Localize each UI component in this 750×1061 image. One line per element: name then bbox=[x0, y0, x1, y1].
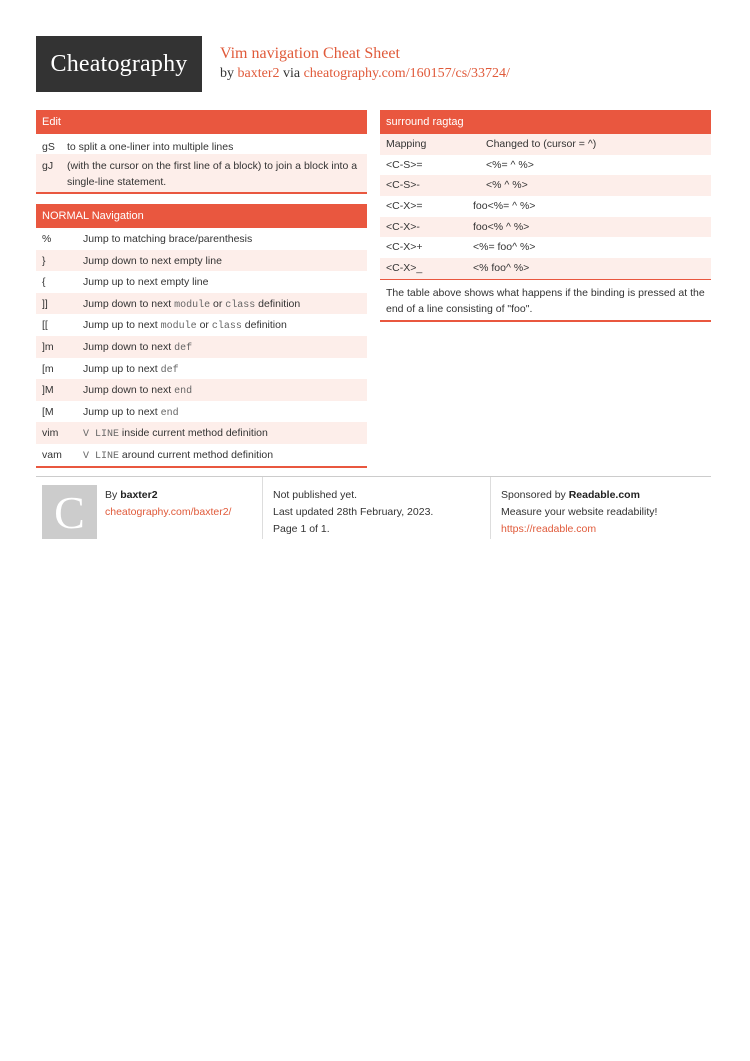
desc-cell bbox=[83, 379, 367, 401]
code-text: module bbox=[160, 321, 197, 333]
footer-divider bbox=[490, 477, 491, 539]
key-cell: [m bbox=[42, 362, 54, 375]
mapping-cell: <C-X>+ bbox=[386, 241, 423, 254]
footer-author-name: baxter2 bbox=[120, 489, 158, 501]
desc-text: around current method definition bbox=[119, 448, 274, 461]
code-text: V LINE bbox=[83, 450, 120, 462]
key-cell: } bbox=[42, 254, 46, 267]
desc-cell bbox=[83, 422, 367, 444]
sponsored-by: Sponsored by bbox=[501, 489, 566, 501]
desc-cell bbox=[83, 250, 367, 272]
key-cell: vam bbox=[42, 448, 62, 461]
desc-cell: to split a one-liner into multiple lines bbox=[67, 141, 234, 153]
surround-ragtag-section bbox=[380, 110, 711, 322]
byline bbox=[220, 66, 510, 82]
desc-text: Jump to matching brace/parenthesis bbox=[83, 233, 253, 245]
surround-note: The table above shows what happens if the binding is pressed at the end of a line consisting of "foo". bbox=[380, 279, 711, 320]
key-cell: ]M bbox=[42, 384, 54, 397]
code-text: V LINE bbox=[83, 429, 120, 441]
table-row bbox=[380, 175, 711, 196]
key-cell: { bbox=[42, 276, 46, 289]
table-row bbox=[36, 444, 367, 466]
desc-text: or bbox=[196, 319, 212, 332]
author-link[interactable]: baxter2 bbox=[237, 66, 280, 81]
key-cell: ]m bbox=[42, 340, 54, 353]
page-title: Vim navigation Cheat Sheet bbox=[220, 45, 400, 62]
last-updated: Last updated 28th February, 2023. bbox=[273, 506, 434, 518]
desc-text: Jump down to next bbox=[83, 384, 175, 397]
key-cell: [M bbox=[42, 405, 54, 418]
normal-navigation-section bbox=[36, 204, 367, 468]
desc-text: definition bbox=[255, 297, 301, 310]
table-row bbox=[380, 196, 711, 217]
code-text: end bbox=[174, 386, 193, 398]
cheatography-logo[interactable] bbox=[36, 36, 202, 92]
normal-navigation-title: NORMAL Navigation bbox=[36, 204, 367, 228]
table-header-row bbox=[380, 134, 711, 155]
footer-divider bbox=[262, 477, 263, 539]
changed-to-cell: <%= ^ %> bbox=[486, 158, 534, 171]
desc-text: Jump up to next bbox=[83, 319, 161, 332]
table-row bbox=[36, 358, 367, 380]
mapping-cell: <C-X>- bbox=[386, 220, 420, 233]
table-row bbox=[36, 134, 367, 154]
key-cell: [[ bbox=[42, 319, 48, 332]
code-text: def bbox=[174, 342, 193, 354]
key-cell: vim bbox=[42, 427, 59, 440]
desc-cell bbox=[83, 358, 367, 380]
table-row bbox=[380, 155, 711, 176]
changed-to-cell: <% foo^ %> bbox=[473, 262, 530, 275]
desc-cell bbox=[83, 401, 367, 423]
code-text: class bbox=[211, 321, 242, 333]
mapping-cell: <C-X>= bbox=[386, 200, 423, 213]
desc-text: or bbox=[210, 297, 226, 310]
table-row bbox=[36, 271, 367, 293]
edit-section-title: Edit bbox=[36, 110, 367, 134]
desc-cell bbox=[83, 444, 367, 466]
desc-text: definition bbox=[241, 319, 287, 332]
right-column bbox=[380, 110, 711, 332]
sponsor-name: Readable.com bbox=[568, 489, 640, 501]
avatar bbox=[42, 485, 97, 539]
table-row bbox=[36, 250, 367, 272]
desc-cell bbox=[83, 336, 367, 358]
code-text: class bbox=[225, 299, 256, 311]
logo-text: Cheatography bbox=[50, 50, 188, 77]
left-column bbox=[36, 110, 367, 478]
table-row bbox=[36, 314, 367, 336]
byline-via: via bbox=[282, 66, 301, 81]
desc-text: inside current method definition bbox=[119, 427, 268, 440]
mapping-header: Mapping bbox=[386, 138, 427, 150]
changed-to-cell: <% ^ %> bbox=[486, 179, 528, 192]
desc-cell bbox=[83, 228, 367, 250]
changed-to-cell: foo<% ^ %> bbox=[473, 220, 530, 233]
key-cell: % bbox=[42, 233, 52, 245]
table-row bbox=[36, 293, 367, 315]
footer-author bbox=[105, 487, 231, 521]
desc-cell bbox=[83, 271, 367, 293]
key-cell: gS bbox=[42, 141, 55, 153]
desc-text: Jump up to next bbox=[83, 362, 161, 375]
sheet-url-link[interactable]: cheatography.com/160157/cs/33724/ bbox=[303, 66, 510, 81]
footer-author-link[interactable]: cheatography.com/baxter2/ bbox=[105, 506, 232, 518]
mapping-cell: <C-X>_ bbox=[386, 262, 423, 275]
footer-sponsor bbox=[501, 487, 657, 538]
desc-cell: (with the cursor on the first line of a block) to join a block into a single-line statement. bbox=[67, 160, 358, 188]
page-count: Page 1 of 1. bbox=[273, 523, 330, 535]
desc-text: Jump up to next empty line bbox=[83, 276, 209, 289]
desc-text: Jump down to next bbox=[83, 297, 175, 310]
table-row bbox=[380, 258, 711, 279]
key-cell: ]] bbox=[42, 297, 48, 310]
table-row bbox=[380, 217, 711, 238]
published-status: Not published yet. bbox=[273, 489, 358, 501]
table-row bbox=[36, 154, 367, 192]
key-cell: gJ bbox=[42, 160, 54, 172]
mapping-cell: <C-S>= bbox=[386, 158, 423, 171]
desc-text: Jump down to next bbox=[83, 340, 175, 353]
code-text: def bbox=[160, 364, 179, 376]
surround-ragtag-title: surround ragtag bbox=[380, 110, 711, 134]
sponsor-link[interactable]: https://readable.com bbox=[501, 523, 597, 535]
changed-to-header: Changed to (cursor = ^) bbox=[486, 138, 597, 150]
mapping-cell: <C-S>- bbox=[386, 179, 420, 192]
avatar-letter: C bbox=[54, 486, 85, 538]
changed-to-cell: foo<%= ^ %> bbox=[473, 200, 536, 213]
edit-section bbox=[36, 110, 367, 194]
sponsor-tagline: Measure your website readability! bbox=[501, 506, 658, 518]
changed-to-cell: <%= foo^ %> bbox=[473, 241, 536, 254]
footer-by: By bbox=[105, 489, 118, 501]
desc-cell bbox=[83, 314, 367, 336]
table-row bbox=[36, 336, 367, 358]
desc-text: Jump down to next empty line bbox=[83, 254, 222, 267]
byline-by: by bbox=[220, 66, 234, 81]
table-row bbox=[36, 401, 367, 423]
table-row bbox=[380, 237, 711, 258]
code-text: module bbox=[174, 299, 211, 311]
desc-cell bbox=[83, 293, 367, 315]
footer bbox=[36, 476, 711, 538]
footer-publish-info bbox=[273, 487, 433, 538]
table-row bbox=[36, 228, 367, 250]
desc-text: Jump up to next bbox=[83, 405, 161, 418]
code-text: end bbox=[160, 407, 179, 419]
table-row bbox=[36, 422, 367, 444]
table-row bbox=[36, 379, 367, 401]
